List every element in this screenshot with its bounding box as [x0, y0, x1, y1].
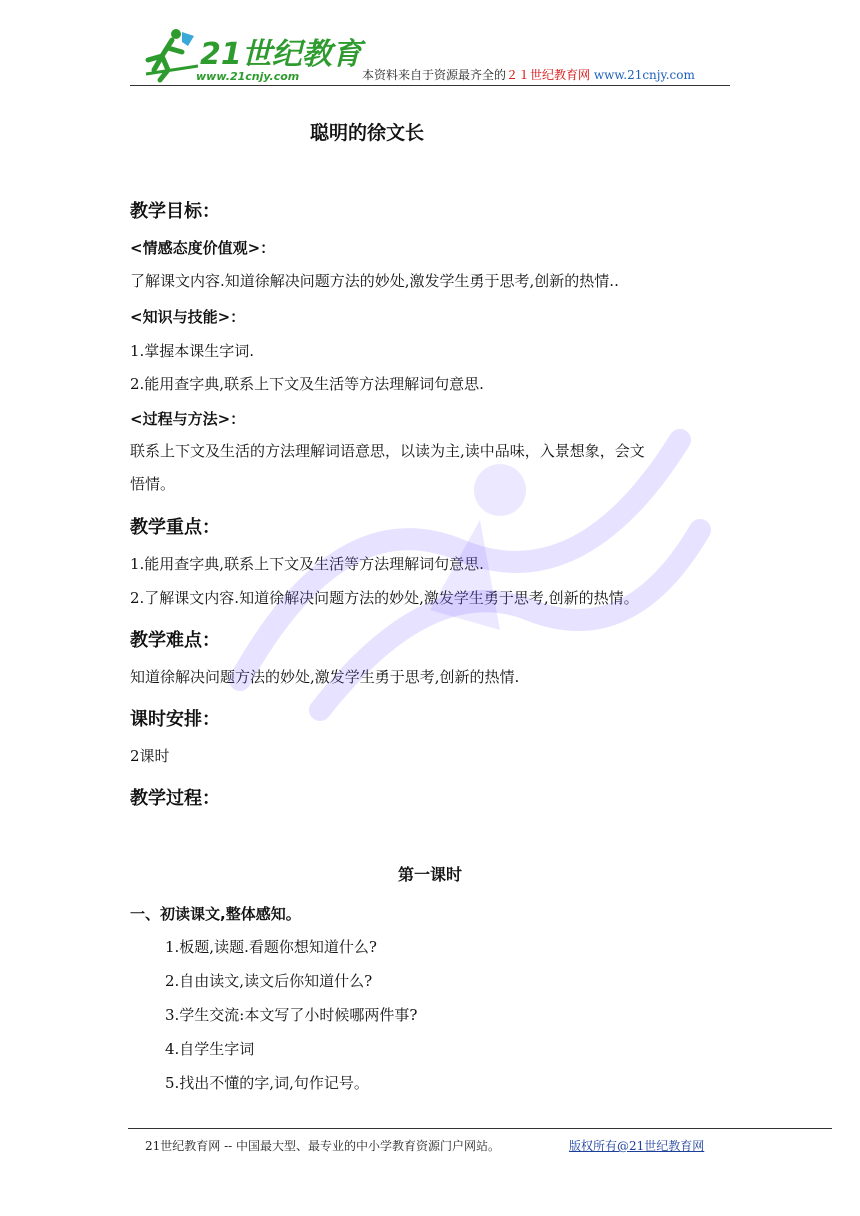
process-text-line-2: 悟情。: [130, 475, 176, 493]
process-text-line-1: 联系上下文及生活的方法理解词语意思，以读为主,读中品味，入景想象，会文: [130, 442, 645, 460]
schedule-heading: 课时安排：: [130, 709, 220, 730]
skill-heading: <知识与技能>：: [130, 308, 246, 326]
key-item-1: 1.能用查字典,联系上下文及生活等方法理解词句意思.: [130, 555, 484, 573]
header-divider: [130, 85, 730, 86]
footer-copyright-link[interactable]: 版权所有@21世纪教育网: [569, 1139, 705, 1153]
lesson-step: 1.板题,读题.看题你想知道什么?: [165, 938, 377, 956]
lesson-step: 3.学生交流:本文写了小时候哪两件事?: [165, 1006, 418, 1024]
skill-item-2: 2.能用查字典,联系上下文及生活等方法理解词句意思.: [130, 375, 484, 393]
difficult-heading: 教学难点：: [130, 630, 220, 651]
page-title: 聪明的徐文长: [309, 122, 424, 144]
goals-heading: 教学目标：: [130, 201, 220, 222]
header-note-prefix: 本资料来自于资源最齐全的: [362, 68, 507, 82]
footer-text: 21世纪教育网 -- 中国最大型、最专业的中小学教育资源门户网站。: [145, 1139, 501, 1153]
header-note-site-link[interactable]: www.21cnjy.com: [593, 68, 695, 82]
lesson-step: 2.自由读文,读文后你知道什么?: [165, 972, 373, 990]
emotion-heading: <情感态度价值观>：: [130, 239, 276, 257]
schedule-text: 2课时: [130, 747, 170, 765]
footer-divider: [128, 1128, 832, 1129]
lesson-step: 5.找出不懂的字,词,句作记号。: [165, 1074, 369, 1092]
runner-logo-icon: [138, 26, 362, 86]
skill-item-1: 1.掌握本课生字词.: [130, 342, 255, 360]
key-heading: 教学重点：: [130, 517, 220, 538]
lesson-part-heading: 一、初读课文,整体感知。: [130, 905, 301, 923]
logo-wordmark: 21世纪教育: [200, 37, 362, 72]
emotion-text: 了解课文内容.知道徐解决问题方法的妙处,激发学生勇于思考,创新的热情..: [130, 272, 619, 290]
site-logo: [138, 26, 362, 86]
header-note: [362, 66, 695, 83]
header-note-brand: ２１世纪教育网: [506, 68, 591, 82]
difficult-text: 知道徐解决问题方法的妙处,激发学生勇于思考,创新的热情.: [130, 668, 520, 686]
key-item-2: 2.了解课文内容.知道徐解决问题方法的妙处,激发学生勇于思考,创新的热情。: [130, 589, 639, 607]
lesson-step: 4.自学生字词: [165, 1040, 255, 1058]
lesson-heading: 第一课时: [397, 865, 462, 884]
procedure-heading: 教学过程：: [130, 788, 220, 809]
process-heading: <过程与方法>：: [130, 410, 246, 428]
logo-url: www.21cnjy.com: [196, 70, 300, 83]
